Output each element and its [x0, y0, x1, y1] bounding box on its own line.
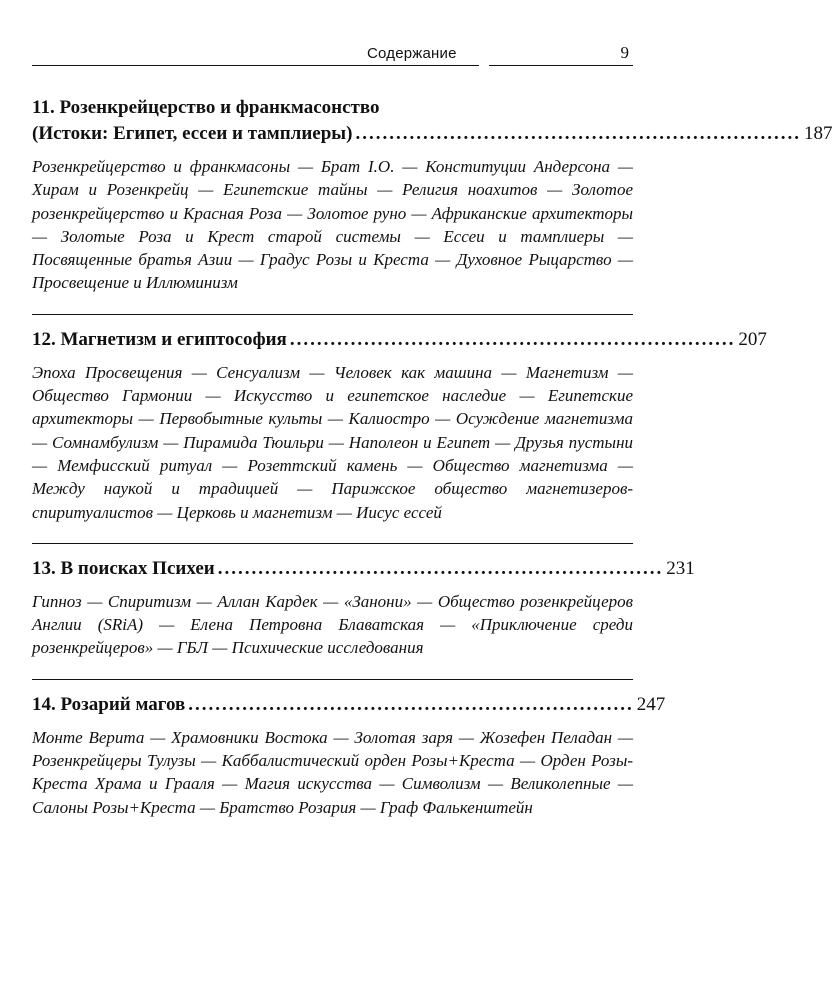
- dot-leader: ..................................................................: [217, 557, 664, 579]
- chapter-title: 12. Магнетизм и египтософия: [32, 328, 287, 350]
- running-head: Содержание: [367, 45, 457, 62]
- chapter-topics: Монте Верита — Храмовники Востока — Золотая заря — Жозефен Пеладан — Розенкрейцеры Тулузы — Каббалистический орден Розы+Креста — Орден Розы-Креста Храма и Грааля — Магия искусства — Символизм — Великолепные — Салоны Розы+Креста — Братство Розария — Граф Фалькенштейн: [32, 727, 633, 817]
- chapter-title: (Истоки: Египет, ессеи и тамплиеры): [32, 123, 353, 144]
- toc-chapter-13: [32, 544, 695, 680]
- table-of-contents: [32, 85, 832, 838]
- chapter-page-number: 231: [666, 557, 695, 579]
- page-number: 9: [620, 43, 629, 62]
- header-rule-right: [489, 65, 633, 66]
- chapter-title-line1: 11. Розенкрейцерство и франкмасонство: [32, 97, 380, 118]
- chapter-heading: [32, 692, 666, 718]
- dot-leader: ..................................................................: [188, 693, 634, 715]
- dot-leader: ..................................................................: [289, 328, 736, 350]
- chapter-page-number: 187: [803, 123, 832, 144]
- chapter-page-number: 247: [636, 693, 666, 715]
- chapter-heading: [32, 95, 832, 147]
- chapter-title: 14. Розарий магов: [32, 693, 186, 715]
- chapter-heading: [32, 556, 695, 582]
- running-header: [30, 40, 633, 72]
- header-rule-left: [32, 65, 479, 66]
- toc-chapter-14: [32, 680, 666, 838]
- dot-leader: ..................................................................: [355, 123, 801, 144]
- chapter-page-number: 207: [738, 328, 767, 350]
- chapter-topics: Розенкрейцерство и франкмасоны — Брат I.O. — Конституции Андерсона — Хирам и Розенкрейц — Египетские тайны — Религия ноахитов — Золотое розенкрейцерство и Красная Роза — Золотое руно — Африканские архитекторы — Золотые Роза и Крест старой системы — Ессеи и тамплиеры — Посвященные братья Азии — Градус Розы и Креста — Духовное Рыцарство — Просвещение и Иллюминизм: [32, 157, 633, 293]
- toc-chapter-12: [32, 315, 767, 544]
- chapter-topics: Гипноз — Спиритизм — Аллан Кардек — «Занони» — Общество розенкрейцеров Англии (SRiA) — Елена Петровна Блаватская — «Приключение среди розенкрейцеров» — ГБЛ — Психические исследования: [32, 591, 633, 658]
- toc-chapter-11: [32, 85, 832, 315]
- chapter-heading: [32, 327, 767, 353]
- chapter-title: 13. В поисках Психеи: [32, 557, 215, 579]
- chapter-topics: Эпоха Просвещения — Сенсуализм — Человек как машина — Магнетизм — Общество Гармонии — Искусство и египетское наследие — Египетские архитекторы — Первобытные культы — Калиостро — Осуждение магнетизма — Сомнамбулизм — Пирамида Тюильри — Наполеон и Египет — Друзья пустыни — Мемфисский ритуал — Розеттский камень — Общество магнетизма — Между наукой и традицией — Парижское общество магнетизеров-спиритуалистов — Церковь и магнетизм — Иисус ессей: [32, 362, 633, 522]
